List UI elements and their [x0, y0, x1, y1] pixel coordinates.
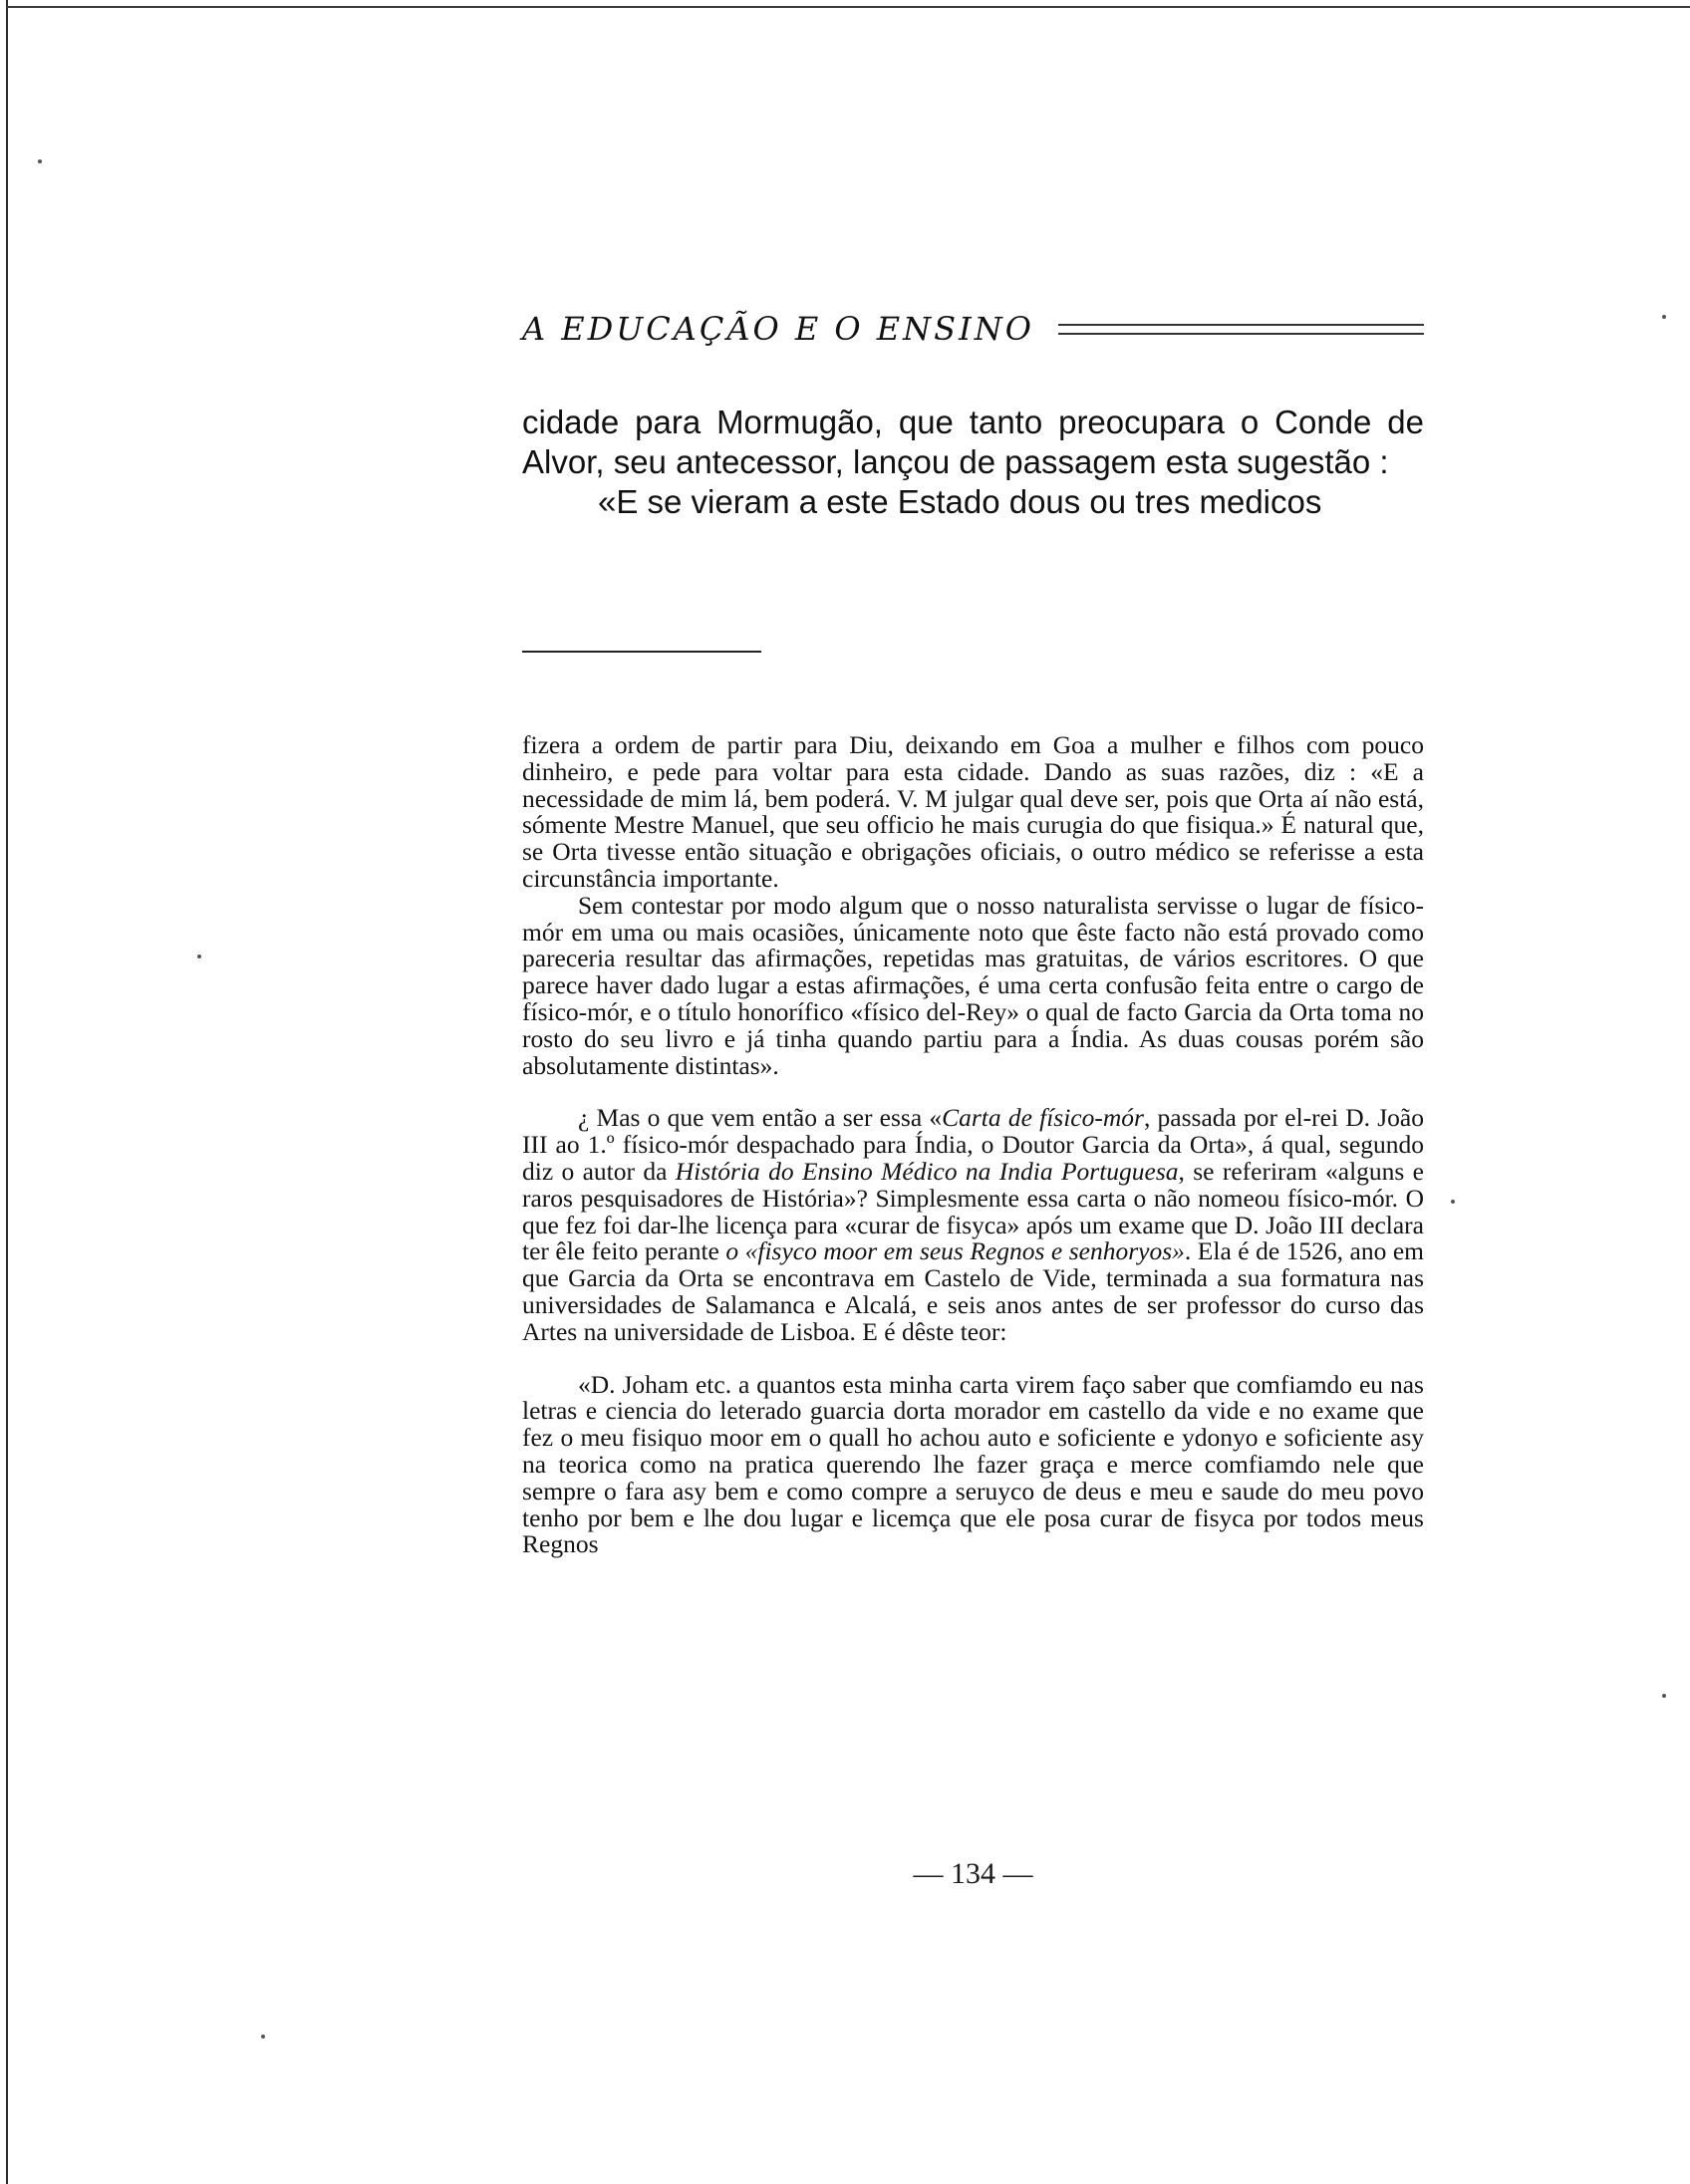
footnote-separator [522, 651, 761, 653]
scan-speck [38, 159, 42, 163]
main-paragraph-1: cidade para Mormugão, que tanto preocupara o Conde de Alvor, seu antecessor, lançou de passagem esta sugestão : [522, 404, 1424, 480]
note-3-italic-3: o «fisyco moor em seus Regnos e senhoryos» [725, 1236, 1185, 1266]
note-3-italic-2: História do Ensino Médico na India Portuguesa [675, 1156, 1179, 1186]
header-double-rule [1058, 324, 1424, 335]
main-paragraph-2: «E se vieram a este Estado dous ou tres medicos [598, 483, 1322, 520]
running-header [522, 304, 1424, 354]
page-number: — 134 — [913, 1857, 1033, 1890]
note-paragraph-1: fizera a ordem de partir para Diu, deixando em Goa a mulher e filhos com pouco dinheiro, e pede para voltar para esta cidade. Dando as suas razões, diz : «E a necessidade de mim lá, bem poderá. V. M julgar qual deve ser, pois que Orta aí não está, sómente Mestre Manuel, que seu officio he mais curugia do que fisiqua.» É natural que, se Orta tivesse então situação e obrigações oficiais, o outro médico se referisse a esta circunstância importante. [522, 730, 1424, 893]
running-title: A EDUCAÇÃO E O ENSINO [522, 310, 1034, 348]
note-paragraph-2: Sem contestar por modo algum que o nosso naturalista servisse o lugar de físico-mór em uma ou mais ocasiões, únicamente noto que êste facto não está provado como pareceria resultar das afirmações, repetidas mas gratuitas, de vários escritores. O que parece haver dado lugar a estas afirmações, é uma certa confusão feita entre o cargo de físico-mór, e o título honorífico «físico del-Rey» o qual de facto Garcia da Orta toma no rosto do seu livro e já tinha quando partiu para a Índia. As duas cousas porém são absolutamente distintas». [522, 890, 1424, 1080]
note-3-text-1: ¿ Mas o que vem então a ser essa « [578, 1103, 943, 1133]
note-3-text-2: , passada por el-rei D. João III ao 1.º físico-mór despachado para Índia, o Doutor Garcia da Orta», á qual, segundo diz o autor da [522, 1103, 1424, 1186]
scan-speck [197, 955, 201, 958]
note-3-text-3: , se referiram «alguns e raros pesquisadores de História»? Simplesmente essa carta o não nomeou físico-mór. O que fez foi dar-lhe licença para «curar de fisyca» após um exame que D. João III declara ter êle feito perante [522, 1156, 1425, 1266]
scan-top-edge [6, 6, 1690, 8]
footnotes [522, 732, 1424, 1558]
note-paragraph-4-quotation: «D. Joham etc. a quantos esta minha carta virem faço saber que comfiamdo eu nas letras e ciencia do leterado guarcia dorta morador em castello da vide e no exame que fez o meu fisiquo moor em o quall ho achou auto e soficiente e ydonyo e soficiente asy na teorica como na pratica querendo lhe fazer graça e merce comfiamdo nele que sempre o fara asy bem e como compre a seruyco de deus e meu e saude do meu povo tenho por bem e lhe dou lugar e licemça que ele posa curar de fisyca por todos meus Regnos [522, 1369, 1424, 1559]
scan-speck [1662, 1694, 1666, 1698]
scan-left-edge [6, 0, 8, 2184]
note-3-italic-1: Carta de físico-mór [942, 1103, 1144, 1133]
scan-speck [261, 2035, 265, 2039]
note-paragraph-3 [522, 1105, 1424, 1345]
scan-speck [1451, 1200, 1455, 1204]
note-3-text-4: . Ela é de 1526, ano em que Garcia da Orta se encontrava em Castelo de Vide, terminada a sua formatura nas universidades de Salamanca e Alcalá, e seis anos antes de ser professor do curso das Artes na universidade de Lisboa. E é dêste teor: [522, 1236, 1424, 1346]
main-text [522, 403, 1424, 522]
scan-speck [1662, 315, 1666, 319]
